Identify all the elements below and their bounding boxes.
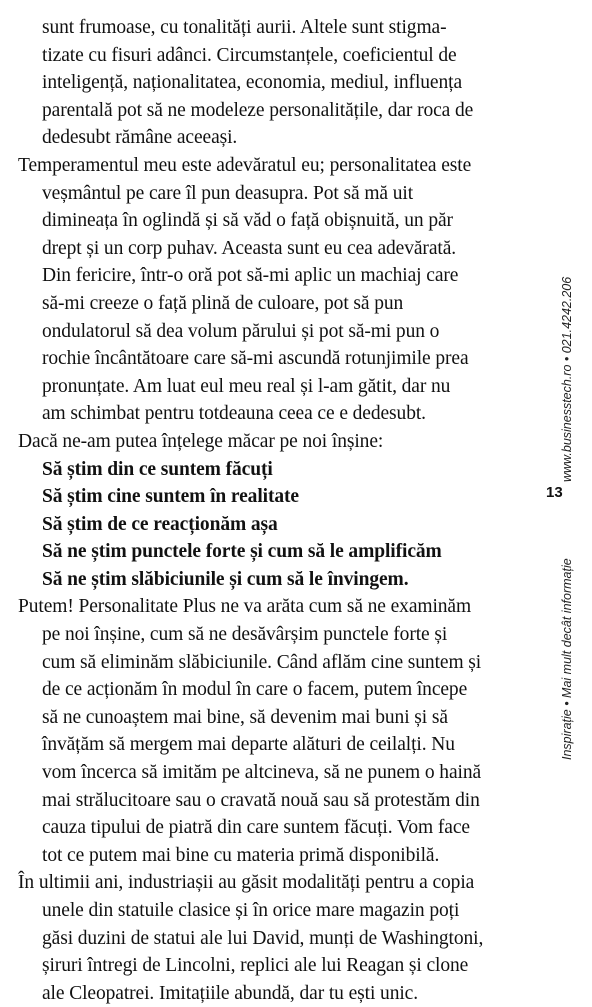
text-line: Din fericire, într-o oră pot să-mi aplic un machiaj care	[42, 265, 459, 287]
bold-list-item: Să știm din ce suntem făcuți	[42, 458, 273, 480]
bold-list-item: Să ne știm slăbiciunile și cum să le învingem.	[42, 568, 409, 590]
text-line: șiruri întregi de Lincolni, replici ale lui Reagan și clone	[42, 955, 469, 977]
text-line: unele din statuile clasice și în orice mare magazin poți	[42, 900, 460, 921]
sidebar-website: www.businesstech.ro • 021.4242.206	[560, 276, 574, 482]
text-line: am schimbat pentru totdeauna ceea ce e dedesubt.	[42, 403, 426, 425]
text-line: găsi duzini de statui ale lui David, munți de Washingtoni,	[42, 927, 484, 949]
text-line: veșmântul pe care îl pun deasupra. Pot să mă uit	[42, 182, 414, 204]
text-line: parentală pot să ne modeleze personalitățile, dar roca de	[42, 99, 474, 121]
text-line: Temperamentul meu este adevăratul eu; personalitatea este	[18, 154, 472, 176]
text-line: învățăm să mergem mai departe alături de ceilalți. Nu	[42, 734, 455, 756]
text-line: pronunțate. Am luat eul meu real și l-am gătit, dar nu	[42, 375, 451, 397]
bold-list-item: Să știm cine suntem în realitate	[42, 486, 299, 508]
bold-list-item: Să știm de ce reacționăm așa	[42, 513, 278, 535]
text-line: dimineața în oglindă și să văd o față obișnuită, un păr	[42, 210, 453, 232]
text-line: de ce acționăm în modul în care o facem, putem începe	[42, 679, 468, 701]
body-text	[18, 14, 518, 1007]
text-line: Dacă ne-am putea înțelege măcar pe noi înșine:	[18, 430, 384, 452]
text-line: ondulatorul să dea volum părului și pot să-mi pun o	[42, 320, 440, 342]
text-line: să ne cunoaștem mai bine, să devenim mai buni și să	[42, 706, 448, 728]
text-line: tizate cu fisuri adânci. Circumstanțele, coeficientul de	[42, 44, 457, 66]
text-line: pe noi înșine, cum să ne desăvârșim punctele forte și	[42, 624, 448, 646]
text-line: În ultimii ani, industriașii au găsit modalități pentru a copia	[18, 872, 475, 894]
text-line: inteligență, naționalitatea, economia, mediul, influența	[42, 72, 463, 94]
sidebar-tagline: Inspirație • Mai mult decât informație	[560, 558, 574, 760]
text-line: tot ce putem mai bine cu materia primă disponibilă.	[42, 844, 440, 866]
text-line: ale Cleopatrei. Imitațiile abundă, dar tu ești unic.	[42, 982, 419, 1004]
text-line: vom încerca să imităm pe altcineva, să ne punem o haină	[42, 762, 482, 784]
text-line: Putem! Personalitate Plus ne va arăta cum să ne examinăm	[18, 596, 472, 618]
text-line: dedesubt rămâne aceeași.	[42, 127, 238, 149]
text-line: mai strălucitoare sau o cravată nouă sau să protestăm din	[42, 789, 480, 811]
text-line: să-mi creeze o față plină de culoare, pot să pun	[42, 292, 404, 314]
text-line: sunt frumoase, cu tonalități aurii. Altele sunt stigma-	[42, 17, 447, 38]
page-number: 13	[546, 484, 563, 501]
text-line: drept și un corp puhav. Aceasta sunt eu cea adevărată.	[42, 237, 457, 259]
text-line: rochie încântătoare care să-mi ascundă rotunjimile prea	[42, 348, 469, 370]
text-line: cauza tipului de piatră din care suntem făcuți. Vom face	[42, 817, 470, 839]
text-line: cum să eliminăm slăbiciunile. Când aflăm cine suntem și	[42, 651, 482, 673]
bold-list-item: Să ne știm punctele forte și cum să le amplificăm	[42, 541, 442, 563]
